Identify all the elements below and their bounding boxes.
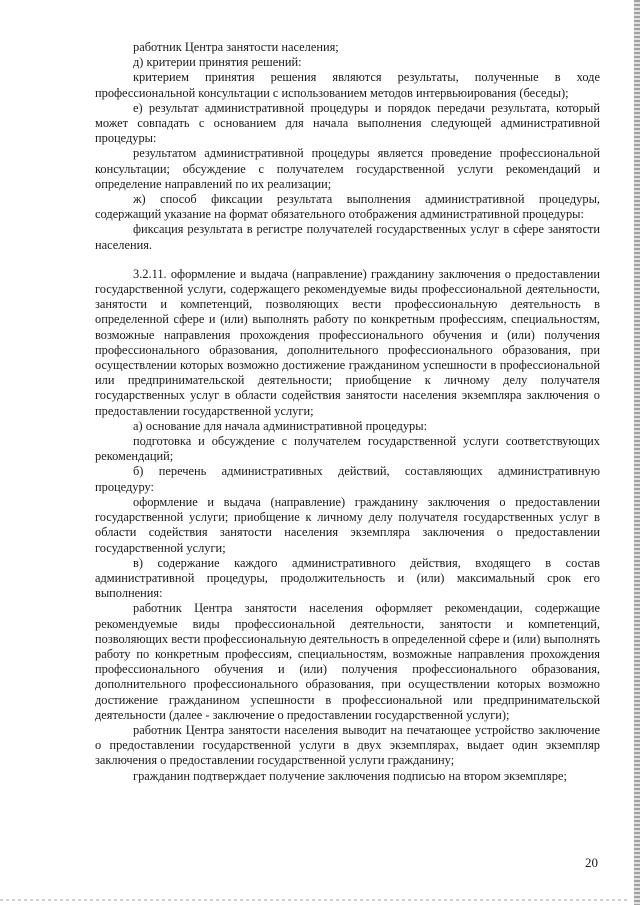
paragraph: а) основание для начала административной процедуры: xyxy=(133,418,428,433)
paragraph: б) перечень административных действий, составляющих административную процедуру: xyxy=(95,464,600,494)
scan-edge-bottom xyxy=(0,899,630,901)
paragraph: е) результат административной процедуры и порядок передачи результата, который может совпадать с основанием для начала выполнения следующей административной процедуры: xyxy=(95,100,600,146)
section-heading-paragraph: 3.2.11. оформление и выдача (направление) гражданину заключения о предоставлении государственной услуги, содержащего рекомендуемые виды профессиональной деятельности, занятости и компетенций, позволяющих вести профессиональную деятельность в определенной сфере и (или) выполнять работу по конкретным профессиям, специальностям, возможные направления прохождения профессионального обучения и (или) получения профессионального образования, дополнительного профессионального образования, при осуществлении которых возможно достижение гражданином успешности в профессиональной или предпринимательской деятельности; приобщение к личному делу получателя государственных услуг в области содействия занятости населения экземпляра заключения о предоставлении государственной услуги; xyxy=(95,266,600,418)
paragraph: д) критерии принятия решений: xyxy=(133,55,302,70)
paragraph: в) содержание каждого административного действия, входящего в состав административной процедуры, продолжительность и (или) максимальный срок его выполнения: xyxy=(95,555,600,601)
paragraph: работник Центра занятости населения оформляет рекомендации, содержащие рекомендуемые виды профессиональной деятельности, занятости и компетенций, позволяющих вести профессиональную деятельность в определенной сфере и (или) выполнять работу по конкретным профессиям, специальностям, возможные направления прохождения профессионального обучения и (или) получения профессионального образования, дополнительного профессионального образования, при осуществлении которых возможно достижение гражданином успешности в профессиональной или предпринимательской деятельности (далее - заключение о предоставлении государственной услуги); xyxy=(95,601,600,722)
paragraph: фиксация результата в регистре получателей государственных услуг в сфере занятости населения. xyxy=(95,222,600,252)
paragraph: критерием принятия решения являются результаты, полученные в ходе профессиональной консультации с использованием методов интервьюирования (беседы); xyxy=(95,70,600,100)
page-number: 20 xyxy=(585,855,598,870)
paragraph: гражданин подтверждает получение заключения подписью на втором экземпляре; xyxy=(133,768,567,783)
paragraph: результатом административной процедуры является проведение профессиональной консультации; обсуждение с получателем государственной услуги рекомендаций и определение направлений по их реализации; xyxy=(95,146,600,191)
paragraph: оформление и выдача (направление) гражданину заключения о предоставлении государственной услуги; приобщение к личному делу получателя государственных услуг в области содействия занятости населения экземпляра заключения о предоставлении государственной услуги; xyxy=(95,494,600,555)
section-gap xyxy=(95,253,600,267)
scan-edge-right xyxy=(634,0,640,905)
paragraph: подготовка и обсуждение с получателем государственной услуги соответствующих рекомендаций; xyxy=(95,434,600,464)
paragraph: ж) способ фиксации результата выполнения административной процедуры, содержащий указание на формат обязательного отображения административной процедуры: xyxy=(95,192,600,222)
paragraph: работник Центра занятости населения; xyxy=(133,40,339,54)
document-body xyxy=(95,40,600,784)
paragraph: работник Центра занятости населения выводит на печатающее устройство заключение о предоставлении государственной услуги в двух экземплярах, выдает один экземпляр заключения о предоставлении государственной услуги гражданину; xyxy=(95,722,600,768)
